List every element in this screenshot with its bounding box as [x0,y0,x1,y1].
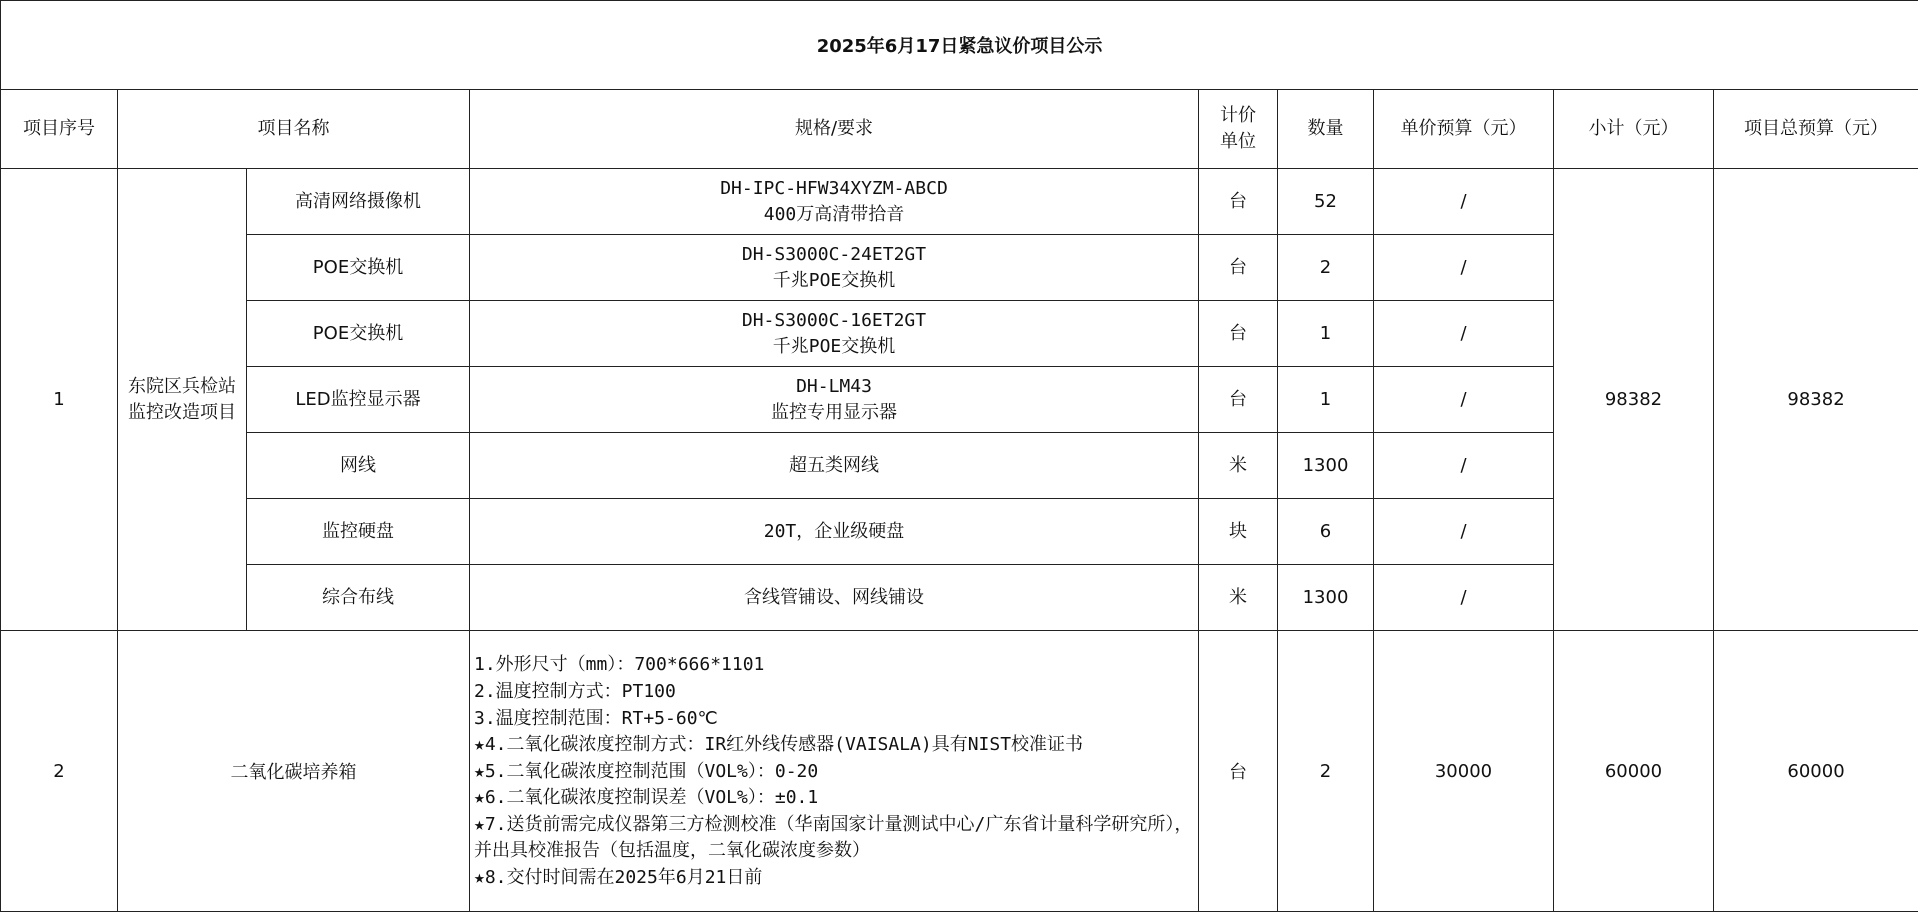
item-spec [470,301,1199,367]
project-total: 98382 [1714,169,1918,631]
header-qty: 数量 [1278,90,1374,169]
project-name: 二氧化碳培养箱 [118,631,470,912]
item-spec-desc: 千兆POE交换机 [470,334,1198,360]
item-unit: 台 [1199,169,1278,235]
spec-line: ★4.二氧化碳浓度控制方式：IR红外线传感器(VAISALA)具有NIST校准证书 [474,732,1196,759]
item-spec [470,235,1199,301]
item-unit: 台 [1199,631,1278,912]
item-price: / [1374,499,1554,565]
page-title: 2025年6月17日紧急议价项目公示 [1,1,1918,90]
item-unit: 台 [1199,367,1278,433]
item-unit: 台 [1199,301,1278,367]
item-spec-model: DH-LM43 [470,374,1198,400]
item-name: LED监控显示器 [247,367,470,433]
item-name: 监控硬盘 [247,499,470,565]
item-price: / [1374,169,1554,235]
item-unit: 台 [1199,235,1278,301]
header-unit-line2: 单位 [1199,129,1277,155]
project-subtotal: 60000 [1554,631,1714,912]
spec-line: ★8.交付时间需在2025年6月21日前 [474,865,1196,892]
project-subtotal: 98382 [1554,169,1714,631]
item-name: 高清网络摄像机 [247,169,470,235]
header-seq: 项目序号 [1,90,118,169]
item-unit: 米 [1199,565,1278,631]
table-row [1,169,1918,235]
item-spec-desc: 监控专用显示器 [470,400,1198,426]
table-row [1,631,1918,912]
item-price: / [1374,235,1554,301]
item-unit: 块 [1199,499,1278,565]
header-unit-line1: 计价 [1199,103,1277,129]
project-name: 东院区兵检站监控改造项目 [118,169,247,631]
item-price: / [1374,301,1554,367]
spec-line: ★5.二氧化碳浓度控制范围（VOL%）：0-20 [474,759,1196,786]
item-unit: 米 [1199,433,1278,499]
project-seq: 2 [1,631,118,912]
header-unit-price: 单价预算（元） [1374,90,1554,169]
project-seq: 1 [1,169,118,631]
item-spec: 含线管铺设、网线铺设 [470,565,1199,631]
spec-line: 1.外形尺寸（mm）：700*666*1101 [474,652,1196,679]
header-name: 项目名称 [118,90,470,169]
item-spec-desc: 400万高清带拾音 [470,202,1198,228]
item-name: 综合布线 [247,565,470,631]
project-total: 60000 [1714,631,1918,912]
item-name: POE交换机 [247,301,470,367]
header-subtotal: 小计（元） [1554,90,1714,169]
item-spec [470,367,1199,433]
item-qty: 1300 [1278,433,1374,499]
item-spec-model: DH-IPC-HFW34XYZM-ABCD [470,176,1198,202]
item-qty: 52 [1278,169,1374,235]
header-total: 项目总预算（元） [1714,90,1918,169]
item-qty: 2 [1278,631,1374,912]
item-name: 网线 [247,433,470,499]
header-row [1,90,1918,169]
item-qty: 1 [1278,301,1374,367]
item-qty: 1300 [1278,565,1374,631]
header-spec: 规格/要求 [470,90,1199,169]
spec-line: ★7.送货前需完成仪器第三方检测校准（华南国家计量测试中心/广东省计量科学研究所），并出具校准报告（包括温度，二氧化碳浓度参数） [474,812,1196,865]
spec-line: 2.温度控制方式：PT100 [474,679,1196,706]
item-spec: 20T，企业级硬盘 [470,499,1199,565]
item-spec-model: DH-S3000C-16ET2GT [470,308,1198,334]
item-spec: 超五类网线 [470,433,1199,499]
item-spec [470,169,1199,235]
item-price: / [1374,565,1554,631]
item-spec-list [470,631,1199,912]
item-name: POE交换机 [247,235,470,301]
item-price: / [1374,367,1554,433]
item-spec-desc: 千兆POE交换机 [470,268,1198,294]
item-spec-model: DH-S3000C-24ET2GT [470,242,1198,268]
item-qty: 6 [1278,499,1374,565]
header-unit [1199,90,1278,169]
item-price: / [1374,433,1554,499]
spec-line: ★6.二氧化碳浓度控制误差（VOL%）：±0.1 [474,785,1196,812]
spec-line: 3.温度控制范围：RT+5-60℃ [474,706,1196,733]
item-qty: 1 [1278,367,1374,433]
item-price: 30000 [1374,631,1554,912]
item-qty: 2 [1278,235,1374,301]
